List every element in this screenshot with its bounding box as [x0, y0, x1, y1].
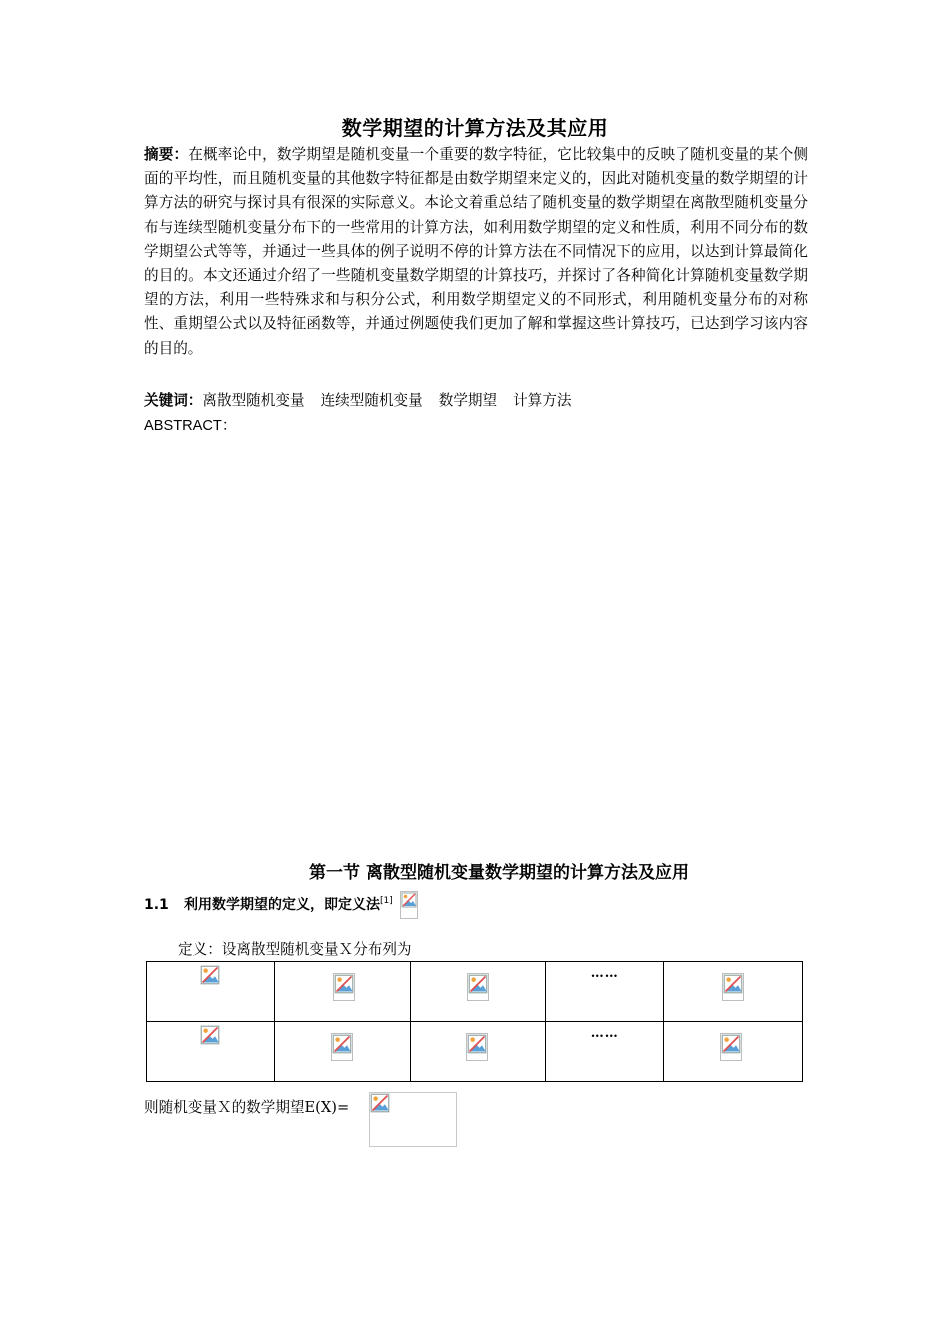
broken-image-icon — [331, 1033, 353, 1061]
abstract-text: 在概率论中，数学期望是随机变量一个重要的数字特征，它比较集中的反映了随机变量的某个侧面的平均性，而且随机变量的其他数字特征都是由数学期望来定义的，因此对随机变量的数学期望的计算方法的研究与探讨具有很深的实际意义。本论文着重总结了随机变量的数学期望在离散型随机变量分布与连续型随机变量分布下的一些常用的计算方法，如利用数学期望的定义和性质，利用不同分布的数学期望公式等等，并通过一些具体的例子说明不停的计算方法在不同情况下的应用，以达到计算最简化的目的。本文还通过介绍了一些随机变量数学期望的计算技巧，并探讨了各种简化计算随机变量数学期望的方法，利用一些特殊求和与积分公式，利用数学期望定义的不同形式，利用随机变量分布的对称性、重期望公式以及特征函数等，并通过例题使我们更加了解和掌握这些计算技巧，已达到学习该内容的目的。 — [144, 146, 808, 357]
abstract-paragraph — [144, 143, 808, 361]
keyword-item: 数学期望 — [438, 392, 498, 409]
document-title: 数学期望的计算方法及其应用 — [341, 116, 609, 140]
table-cell — [410, 962, 546, 1022]
expectation-text: 则随机变量Ｘ的数学期望E(X)= — [144, 1099, 350, 1116]
ellipsis-cell: …… — [590, 1026, 619, 1041]
broken-image-icon — [720, 1033, 742, 1061]
citation-ref[interactable]: [1] — [380, 896, 393, 906]
broken-image-icon — [333, 973, 355, 1001]
broken-image-icon — [466, 1033, 488, 1061]
broken-image-icon — [200, 1025, 220, 1049]
keywords-line — [144, 389, 588, 413]
subsection-title: 利用数学期望的定义，即定义法 — [184, 897, 380, 913]
table-cell — [410, 1022, 546, 1082]
subsection-number: 1.1 — [144, 897, 169, 913]
table-cell — [274, 962, 410, 1022]
subsection-heading — [144, 888, 418, 919]
table-cell — [147, 1022, 275, 1082]
table-cell — [147, 962, 275, 1022]
broken-image-icon — [400, 891, 418, 919]
keyword-item: 离散型随机变量 — [202, 392, 305, 409]
formula-image-frame — [369, 1092, 457, 1147]
english-abstract-label: ABSTRACT： — [144, 418, 237, 434]
section-title: 第一节 离散型随机变量数学期望的计算方法及应用 — [309, 863, 689, 883]
table-cell — [664, 962, 803, 1022]
broken-image-icon — [722, 973, 744, 1001]
table-row — [147, 962, 803, 1022]
keyword-item: 计算方法 — [513, 392, 572, 409]
broken-image-icon — [370, 1093, 390, 1117]
ellipsis-cell: …… — [590, 966, 619, 981]
table-cell — [546, 962, 664, 1022]
table-cell — [664, 1022, 803, 1082]
keywords-label: 关键词： — [144, 392, 203, 409]
table-cell — [546, 1022, 664, 1082]
keyword-item: 连续型随机变量 — [320, 392, 423, 409]
distribution-table — [146, 961, 803, 1082]
broken-image-icon — [200, 965, 220, 989]
abstract-label: 摘要： — [144, 146, 189, 163]
table-row — [147, 1022, 803, 1082]
definition-text: 定义：设离散型随机变量Ｘ分布列为 — [178, 941, 412, 958]
table-cell — [274, 1022, 410, 1082]
broken-image-icon — [467, 973, 489, 1001]
